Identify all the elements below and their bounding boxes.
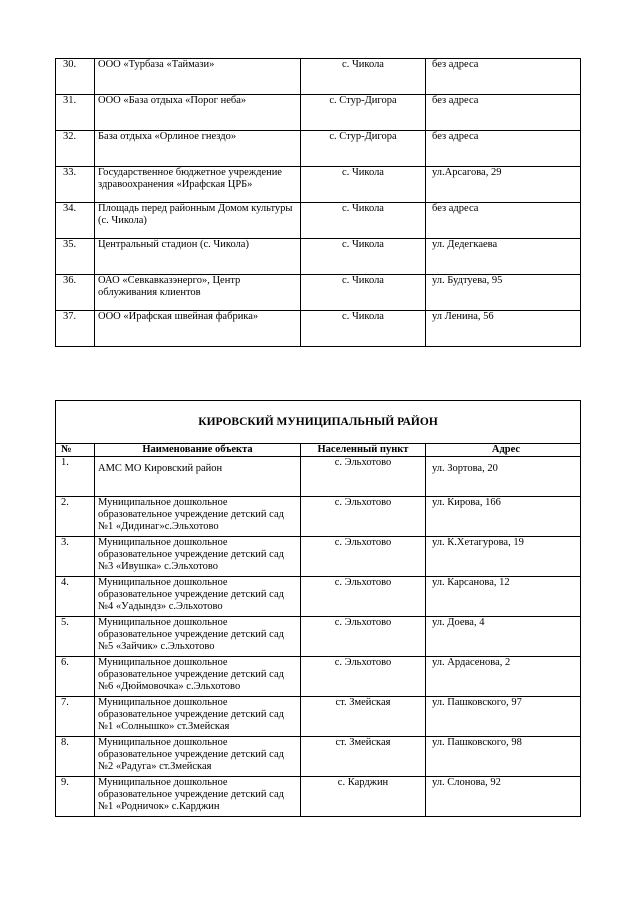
row-name: Муниципальное дошкольное образовательное учреждение детский сад №2 «Радуга» ст.Змейская [95,737,301,777]
row-address: ул. Карсанова, 12 [426,577,581,617]
row-number: 9. [56,777,95,817]
table-row [56,311,581,347]
row-name: ОАО «Севкавказэнерго», Центр облуживания клиентов [95,275,301,311]
header-name: Наименование объекта [95,444,301,457]
row-address: ул. Дедегкаева [426,239,581,275]
row-place: с. Эльхотово [301,617,426,657]
table-row [56,657,581,697]
table-row [56,537,581,577]
row-address: без адреса [426,95,581,131]
row-number: 1. [56,457,95,497]
district-title: КИРОВСКИЙ МУНИЦИПАЛЬНЫЙ РАЙОН [56,401,581,444]
table-row [56,497,581,537]
row-name: Муниципальное дошкольное образовательное учреждение детский сад №1 «Родничок» с.Карджин [95,777,301,817]
table-row [56,239,581,275]
row-address: ул. Зортова, 20 [426,457,581,497]
row-number: 33. [56,167,95,203]
row-place: с. Стур-Дигора [301,131,426,167]
row-place: с. Эльхотово [301,577,426,617]
row-name: Муниципальное дошкольное образовательное учреждение детский сад №6 «Дюймовочка» с.Эльхотово [95,657,301,697]
row-address: без адреса [426,131,581,167]
row-number: 6. [56,657,95,697]
table-row [56,617,581,657]
row-name: Площадь перед районным Домом культуры (с. Чикола) [95,203,301,239]
row-place: с. Чикола [301,203,426,239]
row-name: Муниципальное дошкольное образовательное учреждение детский сад №3 «Ивушка» с.Эльхотово [95,537,301,577]
table-row [56,131,581,167]
table-row [56,577,581,617]
table-row [56,275,581,311]
row-name: Муниципальное дошкольное образовательное учреждение детский сад №1 «Солнышко» ст.Змейская [95,697,301,737]
row-name: АМС МО Кировский район [95,457,301,497]
row-number: 35. [56,239,95,275]
organizations-table-part1 [55,58,581,347]
row-place: с. Чикола [301,167,426,203]
table-row [56,167,581,203]
row-name: Муниципальное дошкольное образовательное учреждение детский сад №5 «Зайчик» с.Эльхотово [95,617,301,657]
table-row [56,59,581,95]
row-place: ст. Змейская [301,697,426,737]
row-address: ул.Арсагова, 29 [426,167,581,203]
header-place: Населенный пункт [301,444,426,457]
row-address: ул. Доева, 4 [426,617,581,657]
row-place: с. Чикола [301,59,426,95]
row-name: ООО «Турбаза «Таймази» [95,59,301,95]
row-name: ООО «Ирафская швейная фабрика» [95,311,301,347]
row-number: 2. [56,497,95,537]
row-place: с. Чикола [301,275,426,311]
row-address: ул. Ардасенова, 2 [426,657,581,697]
row-number: 32. [56,131,95,167]
row-number: 37. [56,311,95,347]
row-place: с. Эльхотово [301,657,426,697]
row-place: ст. Змейская [301,737,426,777]
header-number: № [56,444,95,457]
row-address: ул. Будтуева, 95 [426,275,581,311]
row-number: 7. [56,697,95,737]
row-name: Муниципальное дошкольное образовательное учреждение детский сад №1 «Дидинаг»с.Эльхотово [95,497,301,537]
table-row [56,777,581,817]
row-address: без адреса [426,59,581,95]
row-name: ООО «База отдыха «Порог неба» [95,95,301,131]
row-address: ул. Пашковского, 98 [426,737,581,777]
row-number: 5. [56,617,95,657]
table-row [56,203,581,239]
row-number: 34. [56,203,95,239]
kirovsky-district-table [55,400,581,817]
row-name: Муниципальное дошкольное образовательное учреждение детский сад №4 «Уадындз» с.Эльхотово [95,577,301,617]
table-row [56,457,581,497]
row-address: ул Ленина, 56 [426,311,581,347]
row-place: с. Стур-Дигора [301,95,426,131]
header-address: Адрес [426,444,581,457]
row-address: ул. Слонова, 92 [426,777,581,817]
row-place: с. Чикола [301,239,426,275]
row-address: ул. Пашковского, 97 [426,697,581,737]
row-number: 8. [56,737,95,777]
row-place: с. Карджин [301,777,426,817]
row-name: Центральный стадион (с. Чикола) [95,239,301,275]
table-row [56,95,581,131]
row-name: База отдыха «Орлиное гнездо» [95,131,301,167]
row-number: 3. [56,537,95,577]
row-place: с. Эльхотово [301,457,426,497]
row-place: с. Эльхотово [301,497,426,537]
table-row [56,737,581,777]
row-address: без адреса [426,203,581,239]
row-address: ул. К.Хетагурова, 19 [426,537,581,577]
row-number: 31. [56,95,95,131]
table-row [56,697,581,737]
row-place: с. Эльхотово [301,537,426,577]
row-number: 30. [56,59,95,95]
table-header-row [56,444,581,457]
row-number: 36. [56,275,95,311]
row-name: Государственное бюджетное учреждение здравоохранения «Ирафская ЦРБ» [95,167,301,203]
table2-body [56,401,581,817]
row-address: ул. Кирова, 166 [426,497,581,537]
row-place: с. Чикола [301,311,426,347]
table1-body [56,59,581,347]
row-number: 4. [56,577,95,617]
